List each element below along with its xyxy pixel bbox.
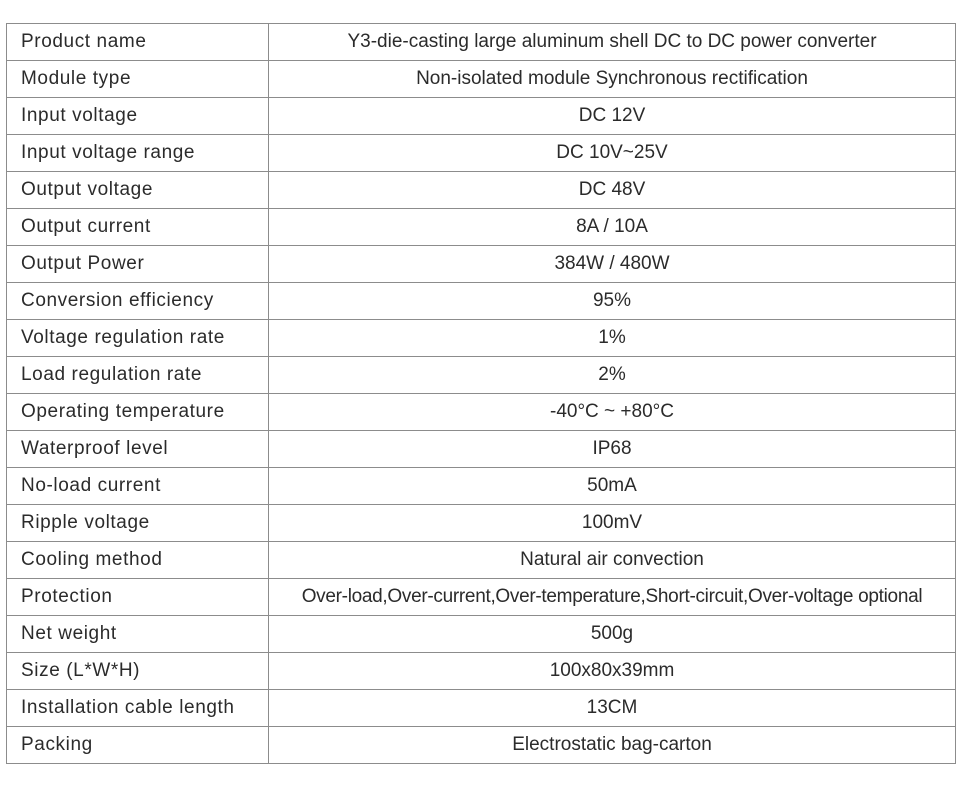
table-row-module-type [7,61,956,98]
row-label: Conversion efficiency [7,283,269,320]
row-value: IP68 [269,431,956,468]
row-label: Output voltage [7,172,269,209]
table-row-output-voltage [7,172,956,209]
table-row-input-voltage [7,98,956,135]
spec-table [6,23,956,764]
row-label: Waterproof level [7,431,269,468]
row-value: Electrostatic bag-carton [269,727,956,764]
row-value: 8A / 10A [269,209,956,246]
table-row-size [7,653,956,690]
row-label: Output current [7,209,269,246]
row-label: Load regulation rate [7,357,269,394]
row-value: 50mA [269,468,956,505]
row-value: DC 10V~25V [269,135,956,172]
table-row-voltage-regulation-rate [7,320,956,357]
table-row-input-voltage-range [7,135,956,172]
row-value: 500g [269,616,956,653]
row-label: Ripple voltage [7,505,269,542]
table-row-output-current [7,209,956,246]
table-row-load-regulation-rate [7,357,956,394]
row-label: Cooling method [7,542,269,579]
row-value: 100x80x39mm [269,653,956,690]
table-row-cooling-method [7,542,956,579]
row-value: DC 48V [269,172,956,209]
row-value: 1% [269,320,956,357]
row-value: Natural air convection [269,542,956,579]
table-row-operating-temperature [7,394,956,431]
row-label: Installation cable length [7,690,269,727]
row-value: DC 12V [269,98,956,135]
table-row-waterproof-level [7,431,956,468]
spec-table-body [7,24,956,764]
row-label: Module type [7,61,269,98]
table-row-product-name [7,24,956,61]
row-label: Net weight [7,616,269,653]
table-row-protection [7,579,956,616]
row-label: Input voltage [7,98,269,135]
row-value: 384W / 480W [269,246,956,283]
row-label: Input voltage range [7,135,269,172]
row-label: Size (L*W*H) [7,653,269,690]
row-label: Voltage regulation rate [7,320,269,357]
row-label: Product name [7,24,269,61]
row-label: Output Power [7,246,269,283]
row-value: 95% [269,283,956,320]
row-value: Y3-die-casting large aluminum shell DC to DC power converter [269,24,956,61]
row-value: 2% [269,357,956,394]
row-label: Packing [7,727,269,764]
row-value: 13CM [269,690,956,727]
table-row-installation-cable-length [7,690,956,727]
row-value: Over-load,Over-current,Over-temperature,Short-circuit,Over-voltage optional [269,579,956,616]
row-value: Non-isolated module Synchronous rectification [269,61,956,98]
row-label: Operating temperature [7,394,269,431]
table-row-packing [7,727,956,764]
table-row-conversion-efficiency [7,283,956,320]
row-label: Protection [7,579,269,616]
table-row-ripple-voltage [7,505,956,542]
table-row-net-weight [7,616,956,653]
row-value: -40°C ~ +80°C [269,394,956,431]
table-row-no-load-current [7,468,956,505]
row-value: 100mV [269,505,956,542]
row-label: No-load current [7,468,269,505]
table-row-output-power [7,246,956,283]
